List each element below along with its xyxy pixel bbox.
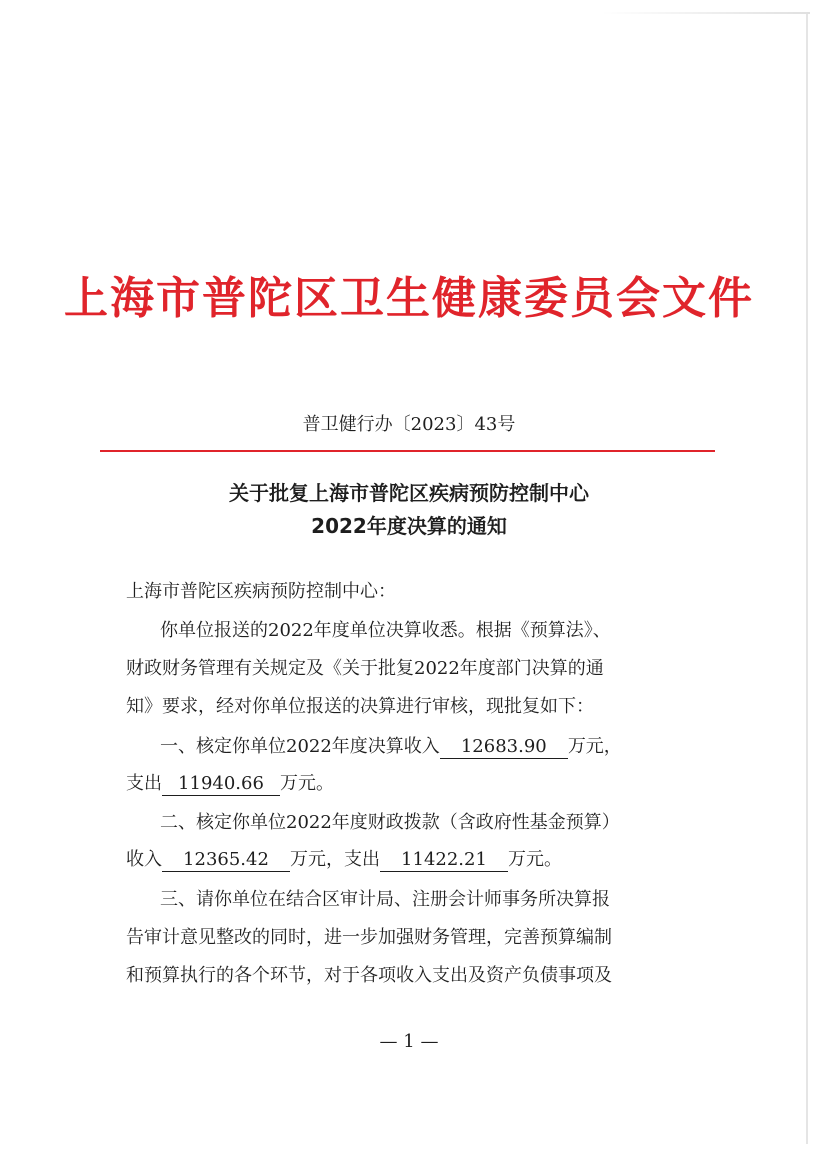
scan-edge-right	[806, 14, 808, 1144]
item-2-income-prefix: 收入	[126, 849, 162, 870]
scan-edge-top	[600, 12, 810, 14]
item-2-line-1: 二、核定你单位2022年度财政拨款（含政府性基金预算）	[160, 812, 620, 833]
item-1-prefix: 一、核定你单位2022年度决算收入	[160, 736, 440, 757]
item-2-income-value: 12365.42	[162, 849, 290, 872]
item-3-line-1: 三、请你单位在结合区审计局、注册会计师事务所决算报	[160, 889, 610, 910]
paragraph-1-line-2: 财政财务管理有关规定及《关于批复2022年度部门决算的通	[126, 658, 604, 679]
item-3-line-2: 告审计意见整改的同时，进一步加强财务管理，完善预算编制	[126, 927, 612, 948]
page-number: — 1 —	[379, 1031, 439, 1052]
item-2-unit: 万元。	[508, 849, 562, 870]
item-2-middle-text: 万元，支出	[290, 849, 380, 870]
item-3-line-3: 和预算执行的各个环节，对于各项收入支出及资产负债事项及	[126, 965, 612, 986]
document-title-line-1: 关于批复上海市普陀区疾病预防控制中心	[229, 481, 589, 505]
issuer-header: 上海市普陀区卫生健康委员会文件	[64, 273, 754, 324]
item-1-expense-unit: 万元。	[280, 773, 334, 794]
item-1-line-2	[126, 770, 706, 798]
item-1-expense-value: 11940.66	[162, 773, 280, 796]
item-1-expense-prefix: 支出	[126, 773, 162, 794]
item-1-unit: 万元，	[567, 736, 622, 757]
addressee: 上海市普陀区疾病预防控制中心：	[126, 581, 396, 602]
item-2-expense-value: 11422.21	[380, 849, 508, 872]
item-1-income-value: 12683.90	[440, 736, 568, 759]
paragraph-1-line-1: 你单位报送的2022年度单位决算收悉。根据《预算法》、	[160, 620, 611, 641]
item-1-line-1	[160, 733, 740, 761]
item-2-line-2	[126, 846, 706, 874]
document-title-line-2: 2022年度决算的通知	[311, 514, 507, 538]
document-number: 普卫健行办〔2023〕43号	[302, 414, 516, 435]
red-divider-line	[100, 450, 715, 452]
paragraph-1-line-3: 知》要求，经对你单位报送的决算进行审核，现批复如下：	[126, 696, 594, 717]
